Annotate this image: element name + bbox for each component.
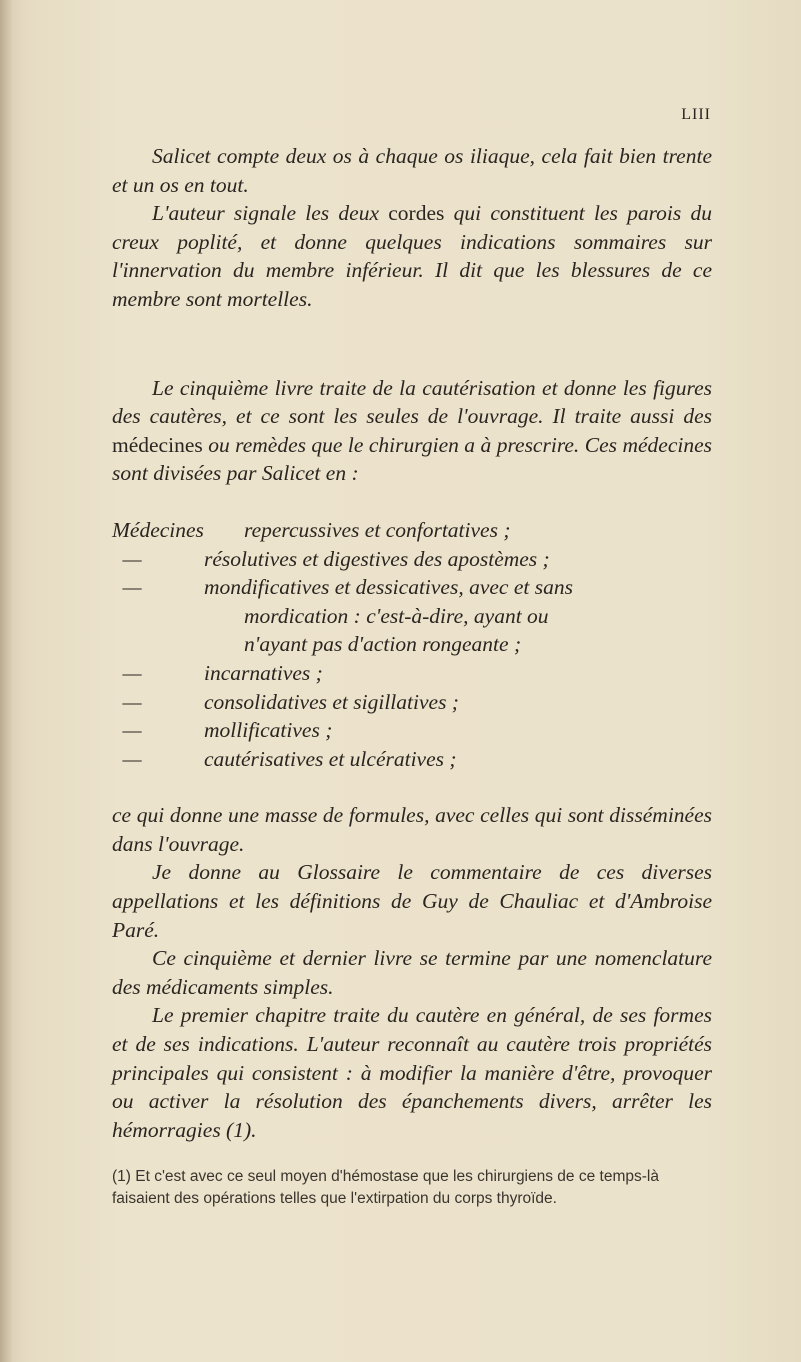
- list-item-continuation: n'ayant pas d'action rongeante ;: [244, 632, 522, 657]
- paragraph-first-chapter: Le premier chapitre traite du cautère en général, de ses formes et de ses indications. L'auteur reconnaît au cautère trois propriétés principales qui consistent : à modifier la manière d'être, provoquer ou activer la résolution des épanchements divers, arrêter les hémorragies (1).: [112, 1003, 712, 1142]
- list-item: — incarnatives ;: [122, 660, 323, 685]
- list-item: — cautérisatives et ulcératives ;: [122, 746, 457, 771]
- list-item: — consolidatives et sigillatives ;: [122, 689, 459, 714]
- list-item: — résolutives et digestives des apostèmes ;: [122, 546, 550, 571]
- paragraph-glossary: Je donne au Glossaire le commentaire de ces diverses appellations et les définitions de Guy de Chauliac et d'Ambroise Paré.: [112, 860, 712, 942]
- list-item: — mondificatives et dessicatives, avec et sans: [122, 575, 573, 600]
- footnote: (1) Et c'est avec ce seul moyen d'hémostase que les chirurgiens de ce temps-là faisaient des opérations telles que l'extirpation du corps thyroïde.: [112, 1168, 659, 1207]
- paragraph-poplite: L'auteur signale les deux cordes qui constituent les parois du creux poplité, et donne quelques indications sommaires sur l'innervation du membre inférieur. Il dit que les blessures de ce membre sont mortelles.: [112, 201, 712, 311]
- closing-paragraphs: [112, 801, 712, 1144]
- paragraph-nomenclature: Ce cinquième et dernier livre se termine par une nomenclature des médicaments simples.: [112, 946, 712, 999]
- list-item-continuation: mordication : c'est-à-dire, ayant ou: [244, 603, 549, 628]
- list-item: Médecines repercussives et confortatives ;: [112, 517, 511, 542]
- main-text: [112, 142, 712, 1144]
- page-number: LIII: [681, 106, 711, 123]
- list-item: — mollificatives ;: [122, 718, 333, 743]
- medicines-list: [112, 516, 712, 773]
- paragraph-salicet-bones: Salicet compte deux os à chaque os iliaque, cela fait bien trente et un os en tout.: [112, 144, 712, 197]
- paragraph-formulas: ce qui donne une masse de formules, avec celles qui sont disséminées dans l'ouvrage.: [112, 803, 712, 856]
- paragraph-fifth-book: Le cinquième livre traite de la cautérisation et donne les figures des cautères, et ce sont les seules de l'ouvrage. Il traite aussi des médecines ou remèdes que le chirurgien a à prescrire. Ces médecines sont divisées par Salicet en :: [112, 375, 712, 486]
- page-spine-shadow: [0, 0, 12, 1362]
